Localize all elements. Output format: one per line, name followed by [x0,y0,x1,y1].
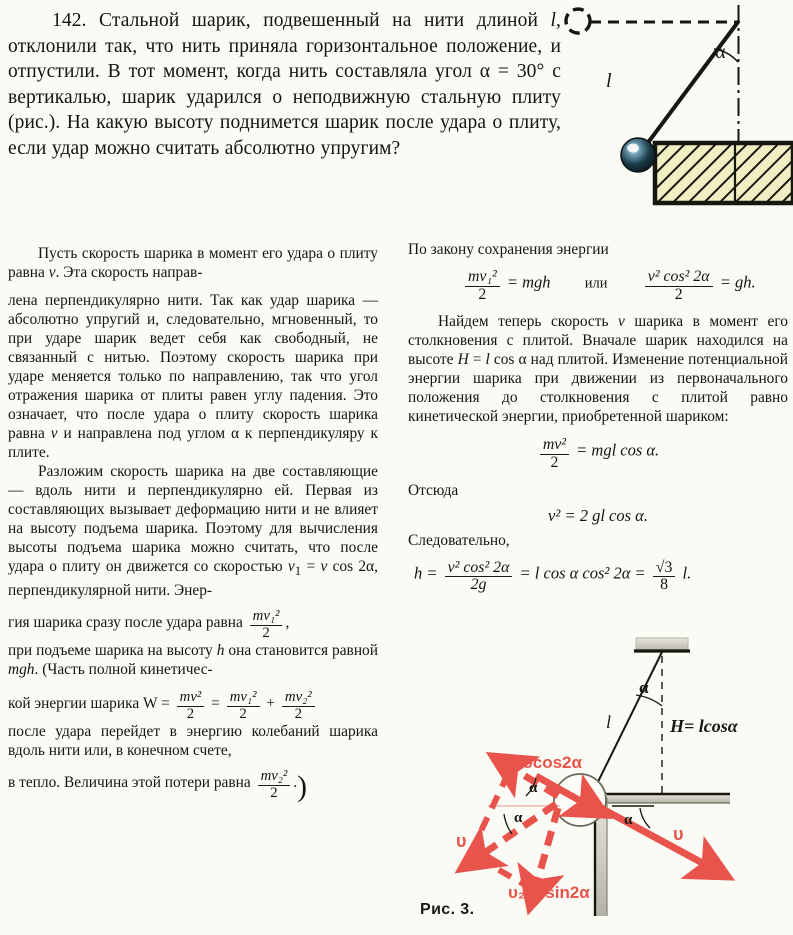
eq4-h-equals: h = [414,562,438,582]
fraction-sqrt3-8 [653,560,676,594]
fraction-numerator: mv₁² [252,608,280,625]
fraction-numerator: v² cos² 2α [447,558,510,576]
problem-number: 142. [52,10,87,31]
fraction-mv2-2 [540,437,569,471]
equation-energy-conservation [408,269,788,303]
label-v-right: υ [673,824,684,844]
left-para-8-text: в тепло. Величина этой потери равна [8,774,251,792]
left-para-8: в тепло. Величина этой потери равна $\frac{\text{mv₂²}}{2}$ .) [8,768,307,803]
thread-line [590,652,662,798]
left-para-8-period: . [293,774,298,792]
figure-velocity-decomposition [408,628,793,930]
label-v1: υ₁=υcos2α [496,753,582,772]
fraction-numerator: mv² [542,436,567,454]
equation-kinetic-potential [408,437,788,471]
problem-text: Стальной шарик, подвешенный на нити длиной l, отклонили так, что нить приняла горизонтальное положение, и отпустили. В тот момент, когда нить составляла угол α = 30° с вертикалью, шарик ударился о неподвижную стальную плиту (рис.). На какую высоту поднимется шарик после удара о плиту, если удар можно считать абсолютно упругим? [8,10,561,159]
eq2-tail: = mgl cos α. [576,440,660,460]
left-para-6-text: кой энергии шарика W = [8,695,170,713]
label-alpha-right: α [624,812,633,828]
fraction-numerator: √3 [655,558,673,576]
fraction-denominator: 2 [540,454,569,472]
eq4-middle: = l cos α cos² 2α = [519,562,646,582]
fraction-mv2-2 [258,769,291,801]
equals-sign: = [211,695,220,713]
label-thread-length: l [606,70,612,92]
fraction-v2cos2alpha-2g [445,560,513,594]
fraction-mv2-2-total [177,690,205,722]
fraction-denominator: 2g [445,576,513,594]
fraction-denominator: 2 [177,706,205,723]
steel-ball [621,138,655,172]
label-v-left: υ [456,831,467,851]
eq1-tail: = gh. [719,272,756,292]
label-alpha-upper-left: α [529,780,538,796]
parallelogram-side-left [472,774,508,850]
fraction-denominator: 8 [653,576,676,594]
left-para-6 [8,688,378,722]
fraction-mv2-2 [282,690,315,722]
figure-top-svg [563,0,793,212]
ceiling-block [636,638,688,651]
dashed-ball-icon [566,9,590,33]
left-para-7: после удара перейдет в энергию колебаний шарика вдоль нити или, в конечном счете, [8,723,378,760]
eq1-conjunction: или [584,275,608,292]
figure-pendulum-plate [563,0,793,212]
eq1-right-side: = mgh [506,272,551,292]
fraction-denominator: 2 [645,286,713,304]
fraction-mv1-2 [227,690,260,722]
right-para-3: Отсюда [408,481,459,499]
left-para-4-comma: , [285,614,290,632]
fraction-denominator: 2 [465,286,500,304]
fraction-v2cos2alpha-2 [645,269,713,303]
fraction-numerator: mv₁² [229,689,257,706]
fraction-denominator: 2 [227,706,260,723]
eq4-tail: l. [682,562,692,582]
fraction-denominator: 2 [282,706,315,723]
problem-statement [8,8,561,162]
label-angle-alpha: α [715,41,726,63]
right-para-4: Следовательно, [408,531,510,549]
vector-v2-component [536,808,558,886]
label-l: l [606,712,612,732]
fraction-numerator: mv² [179,689,202,706]
solution-right-column [408,240,788,601]
fraction-mv1-2 [250,609,283,641]
label-alpha-thread: α [639,678,649,697]
eq3-expression: v² = 2 gl cos α. [548,505,648,525]
figure-caption: Рис. 3. [420,901,475,918]
angle-arc-right [640,808,650,828]
left-para-4 [8,608,378,641]
left-para-3: Разложим скорость шарика на две составляющие — вдоль нити и перпендикулярно ей. Первая из составляющих вызывает деформацию нити и не влияет на высоту подъема шарика. Поэтому для вычисления высоты подъема шарика можно считать, что после удара о плиту он движется со скоростью $v_1 = v$ cos 2α, перпендикулярной нити. Энер- [8,463,378,600]
figure-bottom-svg [408,628,793,930]
fraction-mv1-2 [465,269,500,303]
label-v2: υ₂=υsin2α [508,883,590,902]
fraction-numerator: mv₁² [468,268,497,285]
label-H: H= lcosα [670,716,738,736]
solution-left-column [8,244,378,801]
equation-v-squared [408,506,788,525]
right-para-1: По закону сохранения энергии [408,241,609,258]
left-para-1: Пусть скорость шарика в момент его удара о плиту равна v. Эта скорость направ- [8,245,378,281]
fraction-numerator: mv₂² [260,768,288,785]
fraction-numerator: mv₂² [284,689,312,706]
hatched-plate [655,143,793,203]
left-para-2: лена перпендикулярно нити. Так как удар шарика — абсолютно упругий и, следовательно, мгновенный, то при ударе шарик ведет себя как свободный, не связанный с нитью. Поэтому скорость шарика при ударе меняется только по направлению, так что угол отражения шарика от плиты равен углу падения. Это означает, что после удара о плиту скорость шарика равна v и направлена под углом α к перпендикуляру к плите. [8,292,379,461]
equation-final-height [408,560,788,594]
fraction-denominator: 2 [258,785,291,802]
ball-highlight [627,144,639,153]
left-para-4-text: гия шарика сразу после удара равна [8,614,243,632]
left-para-5: при подъеме шарика на высоту h она становится равной mgh. (Часть полной кинетичес- [8,642,378,679]
label-alpha-lower-left: α [514,810,523,826]
plate-horizontal [598,794,730,803]
fraction-numerator: v² cos² 2α [647,268,710,285]
plus-sign: + [266,695,276,713]
right-para-2: Найдем теперь скорость v шарика в момент его столкновения с плитой. Вначале шарик находился на высоте H = l cos α над плитой. Изменение потенциальной энергии шарика при движении из первоначального положения до столкновения с плитой равно кинетической энергии, приобретенной шариком: [408,313,788,426]
fraction-denominator: 2 [250,625,283,642]
